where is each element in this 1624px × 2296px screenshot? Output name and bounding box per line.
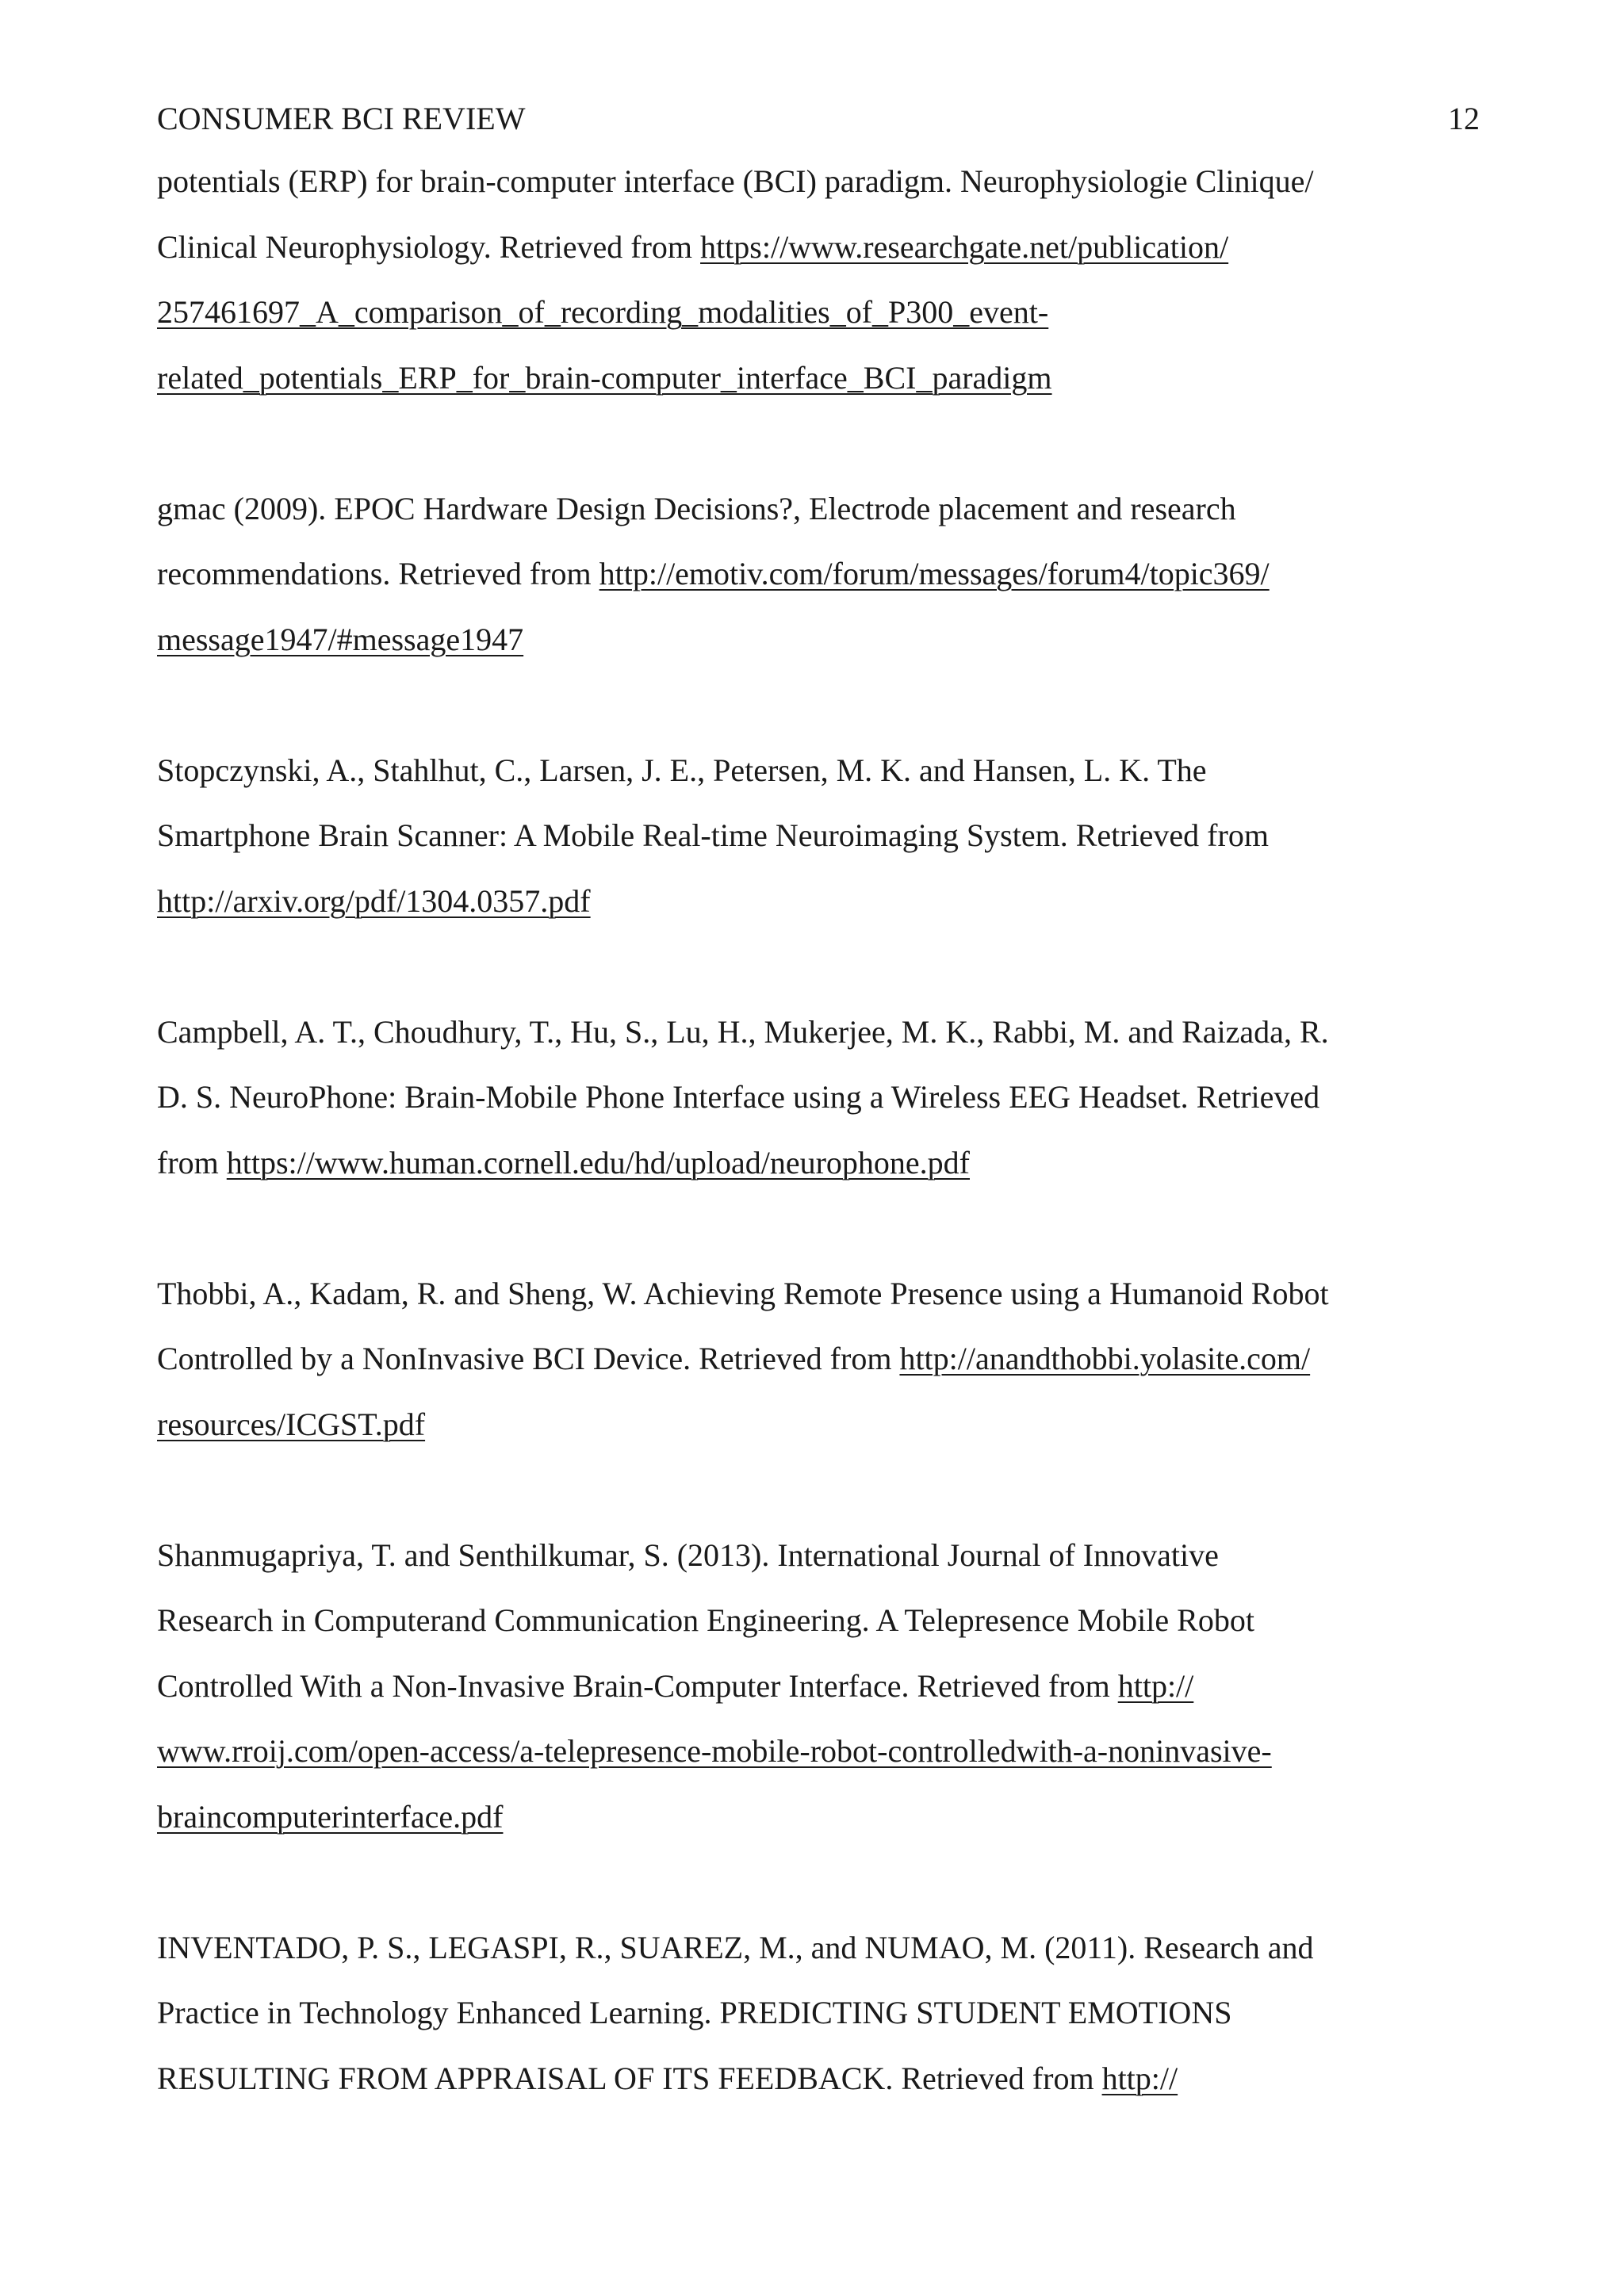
- reference-line: [157, 215, 1489, 281]
- reference-link[interactable]: http://emotiv.com/forum/messages/forum4/topic369/: [599, 556, 1270, 591]
- reference-text: Thobbi, A., Kadam, R. and Sheng, W. Achieving Remote Presence using a Humanoid Robot: [157, 1275, 1329, 1311]
- reference-line: [157, 346, 1489, 411]
- reference-line: [157, 1131, 1489, 1196]
- reference-line: [157, 1392, 1489, 1458]
- reference-link[interactable]: related_potentials_ERP_for_brain-computer_interface_BCI_paradigm: [157, 359, 1052, 396]
- reference-text: potentials (ERP) for brain-computer interface (BCI) paradigm. Neurophysiologie Clinique/: [157, 163, 1314, 199]
- reference-link[interactable]: www.rroij.com/open-access/a-telepresence-mobile-robot-controlledwith-a-noninvasive-: [157, 1733, 1272, 1769]
- reference-link[interactable]: https://www.researchgate.net/publication/: [700, 228, 1229, 265]
- reference-text: Research in Computerand Communication Engineering. A Telepresence Mobile Robot: [157, 1602, 1254, 1638]
- reference-text: Shanmugapriya, T. and Senthilkumar, S. (2013). International Journal of Innovative: [157, 1536, 1219, 1573]
- reference-text: Practice in Technology Enhanced Learning. PREDICTING STUDENT EMOTIONS: [157, 1995, 1232, 2030]
- reference-text: Stopczynski, A., Stahlhut, C., Larsen, J. E., Petersen, M. K. and Hansen, L. K. The: [157, 752, 1207, 788]
- page-number: 12: [1448, 101, 1480, 136]
- reference-line: [157, 869, 1489, 935]
- reference-line: [157, 1326, 1489, 1392]
- reference-text: RESULTING FROM APPRAISAL OF ITS FEEDBACK. Retrieved from: [157, 2060, 1102, 2096]
- reference-line: [157, 541, 1489, 607]
- reference-line: [157, 1980, 1489, 2046]
- reference-text: gmac (2009). EPOC Hardware Design Decisions?, Electrode placement and research: [157, 490, 1236, 526]
- reference-text: INVENTADO, P. S., LEGASPI, R., SUAREZ, M., and NUMAO, M. (2011). Research and: [157, 1929, 1314, 1965]
- reference-link[interactable]: message1947/#message1947: [157, 621, 524, 657]
- reference-line: [157, 1915, 1489, 1981]
- reference-line: [157, 1654, 1489, 1720]
- reference-entry: [157, 1523, 1489, 1850]
- reference-text: D. S. NeuroPhone: Brain-Mobile Phone Interface using a Wireless EEG Headset. Retrieved: [157, 1079, 1320, 1115]
- running-title: CONSUMER BCI REVIEW: [157, 101, 526, 136]
- reference-line: [157, 1065, 1489, 1131]
- reference-text: recommendations. Retrieved from: [157, 556, 599, 591]
- reference-line: [157, 1785, 1489, 1850]
- reference-entry: [157, 149, 1489, 411]
- reference-line: [157, 803, 1489, 869]
- reference-line: [157, 280, 1489, 346]
- reference-line: [157, 1588, 1489, 1654]
- reference-text: Clinical Neurophysiology. Retrieved from: [157, 228, 701, 265]
- reference-line: [157, 149, 1489, 215]
- reference-list: [157, 149, 1489, 2177]
- reference-entry: [157, 1000, 1489, 1196]
- reference-line: [157, 1719, 1489, 1785]
- reference-text: Controlled by a NonInvasive BCI Device. Retrieved from: [157, 1341, 900, 1376]
- reference-text: from: [157, 1144, 227, 1181]
- reference-entry: [157, 1915, 1489, 2112]
- reference-entry: [157, 476, 1489, 673]
- reference-text: Campbell, A. T., Choudhury, T., Hu, S., Lu, H., Mukerjee, M. K., Rabbi, M. and Raizada, R.: [157, 1013, 1329, 1050]
- reference-line: [157, 2046, 1489, 2112]
- reference-line: [157, 607, 1489, 673]
- reference-link[interactable]: https://www.human.cornell.edu/hd/upload/neurophone.pdf: [226, 1144, 970, 1181]
- reference-line: [157, 738, 1489, 804]
- reference-line: [157, 1261, 1489, 1327]
- reference-entry: [157, 1261, 1489, 1458]
- reference-link[interactable]: http://arxiv.org/pdf/1304.0357.pdf: [157, 882, 591, 919]
- reference-entry: [157, 738, 1489, 935]
- reference-link[interactable]: http://anandthobbi.yolasite.com/: [899, 1341, 1311, 1376]
- reference-line: [157, 1000, 1489, 1066]
- reference-line: [157, 476, 1489, 542]
- reference-link[interactable]: 257461697_A_comparison_of_recording_modalities_of_P300_event-: [157, 294, 1049, 330]
- reference-text: Controlled With a Non-Invasive Brain-Computer Interface. Retrieved from: [157, 1667, 1118, 1704]
- reference-link[interactable]: braincomputerinterface.pdf: [157, 1798, 504, 1835]
- reference-text: Smartphone Brain Scanner: A Mobile Real-time Neuroimaging System. Retrieved from: [157, 817, 1269, 853]
- reference-link[interactable]: resources/ICGST.pdf: [157, 1406, 426, 1442]
- reference-link[interactable]: http://: [1117, 1667, 1194, 1704]
- reference-line: [157, 1523, 1489, 1589]
- reference-link[interactable]: http://: [1101, 2060, 1178, 2096]
- running-head: [157, 97, 1480, 141]
